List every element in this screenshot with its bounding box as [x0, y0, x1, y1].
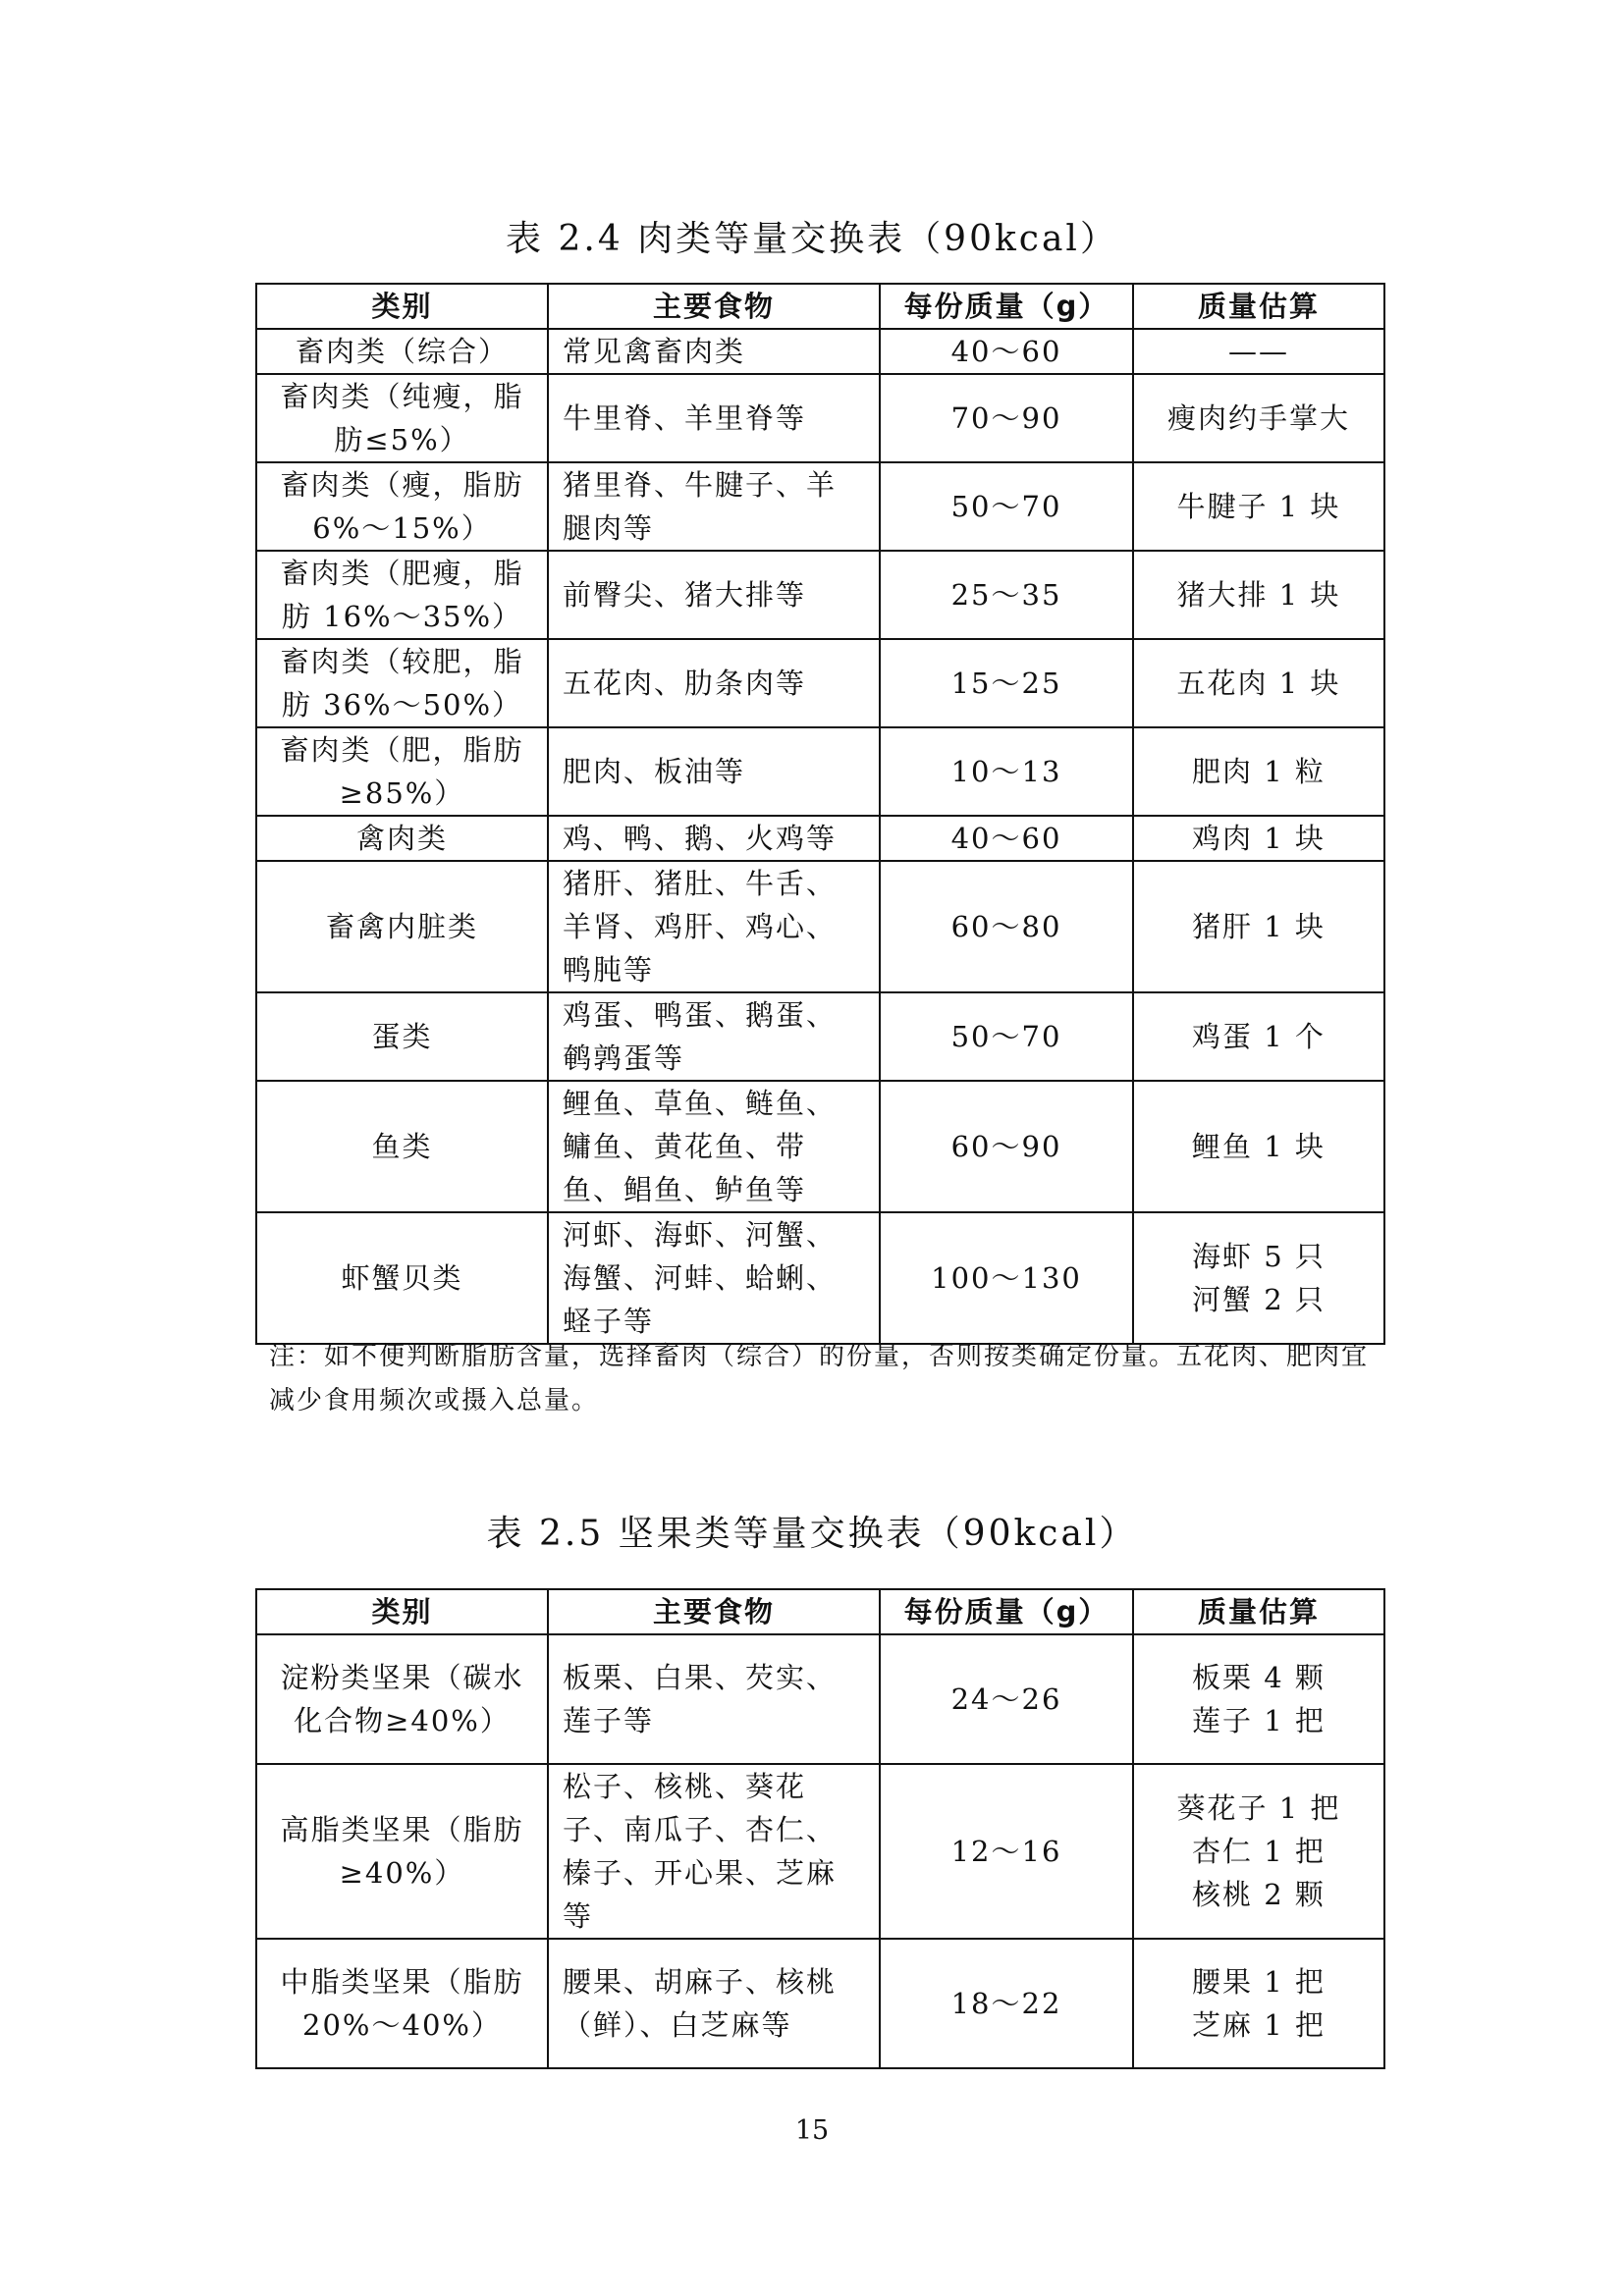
- category-cell: 虾蟹贝类: [256, 1212, 548, 1344]
- table-header-row: [256, 1589, 1384, 1634]
- foods-cell: 肥肉、板油等: [548, 727, 880, 816]
- portion-weight-cell: 40～60: [880, 329, 1133, 374]
- table-row: [256, 374, 1384, 462]
- estimate-cell: 鲤鱼 1 块: [1133, 1081, 1384, 1212]
- foods-cell: 松子、核桃、葵花子、南瓜子、杏仁、榛子、开心果、芝麻等: [548, 1764, 880, 1939]
- table-row: [256, 1939, 1384, 2068]
- estimate-cell: 猪肝 1 块: [1133, 861, 1384, 992]
- foods-cell: 常见禽畜肉类: [548, 329, 880, 374]
- table-row: [256, 1634, 1384, 1764]
- portion-weight-cell: 70～90: [880, 374, 1133, 462]
- foods-cell: 鲤鱼、草鱼、鲢鱼、鳙鱼、黄花鱼、带鱼、鲳鱼、鲈鱼等: [548, 1081, 880, 1212]
- category-cell: 畜肉类（肥瘦，脂肪 16%～35%）: [256, 551, 548, 639]
- foods-cell: 鸡、鸭、鹅、火鸡等: [548, 816, 880, 861]
- column-header: 质量估算: [1133, 1589, 1384, 1634]
- table-2-5-caption: 表 2.5 坚果类等量交换表（90kcal）: [486, 1514, 1138, 1554]
- table-row: [256, 462, 1384, 551]
- nut-exchange-table: [255, 1588, 1385, 2069]
- column-header: 质量估算: [1133, 284, 1384, 329]
- portion-weight-cell: 10～13: [880, 727, 1133, 816]
- table-row: [256, 992, 1384, 1081]
- estimate-cell: 瘦肉约手掌大: [1133, 374, 1384, 462]
- category-cell: 蛋类: [256, 992, 548, 1081]
- foods-cell: 猪肝、猪肚、牛舌、羊肾、鸡肝、鸡心、鸭肫等: [548, 861, 880, 992]
- category-cell: 畜肉类（肥，脂肪≥85%）: [256, 727, 548, 816]
- foods-cell: 腰果、胡麻子、核桃（鲜）、白芝麻等: [548, 1939, 880, 2068]
- table-row: [256, 861, 1384, 992]
- estimate-cell: 五花肉 1 块: [1133, 639, 1384, 727]
- foods-cell: 猪里脊、牛腱子、羊腿肉等: [548, 462, 880, 551]
- portion-weight-cell: 100～130: [880, 1212, 1133, 1344]
- estimate-cell: ——: [1133, 329, 1384, 374]
- estimate-cell: 肥肉 1 粒: [1133, 727, 1384, 816]
- column-header: 主要食物: [548, 1589, 880, 1634]
- portion-weight-cell: 60～80: [880, 861, 1133, 992]
- table-row: [256, 727, 1384, 816]
- table-row: [256, 329, 1384, 374]
- estimate-cell: 猪大排 1 块: [1133, 551, 1384, 639]
- foods-cell: 河虾、海虾、河蟹、海蟹、河蚌、蛤蜊、蛏子等: [548, 1212, 880, 1344]
- category-cell: 畜肉类（纯瘦，脂肪≤5%）: [256, 374, 548, 462]
- meat-exchange-table: [255, 283, 1385, 1345]
- portion-weight-cell: 24～26: [880, 1634, 1133, 1764]
- estimate-cell: 板栗 4 颗 莲子 1 把: [1133, 1634, 1384, 1764]
- estimate-cell: 鸡肉 1 块: [1133, 816, 1384, 861]
- portion-weight-cell: 40～60: [880, 816, 1133, 861]
- category-cell: 畜肉类（瘦，脂肪 6%～15%）: [256, 462, 548, 551]
- estimate-cell: 葵花子 1 把 杏仁 1 把 核桃 2 颗: [1133, 1764, 1384, 1939]
- portion-weight-cell: 15～25: [880, 639, 1133, 727]
- portion-weight-cell: 18～22: [880, 1939, 1133, 2068]
- category-cell: 畜肉类（综合）: [256, 329, 548, 374]
- column-header: 类别: [256, 1589, 548, 1634]
- table-row: [256, 639, 1384, 727]
- table-row: [256, 816, 1384, 861]
- portion-weight-cell: 50～70: [880, 462, 1133, 551]
- foods-cell: 牛里脊、羊里脊等: [548, 374, 880, 462]
- column-header: 每份质量（g）: [880, 1589, 1133, 1634]
- estimate-cell: 牛腱子 1 块: [1133, 462, 1384, 551]
- table-row: [256, 1764, 1384, 1939]
- estimate-cell: 鸡蛋 1 个: [1133, 992, 1384, 1081]
- table-row: [256, 1212, 1384, 1344]
- page-number: 15: [794, 2115, 830, 2146]
- table-2-4-caption: 表 2.4 肉类等量交换表（90kcal）: [506, 219, 1118, 259]
- portion-weight-cell: 60～90: [880, 1081, 1133, 1212]
- table-row: [256, 1081, 1384, 1212]
- estimate-cell: 海虾 5 只 河蟹 2 只: [1133, 1212, 1384, 1344]
- column-header: 类别: [256, 284, 548, 329]
- category-cell: 畜禽内脏类: [256, 861, 548, 992]
- portion-weight-cell: 25～35: [880, 551, 1133, 639]
- category-cell: 畜肉类（较肥，脂肪 36%～50%）: [256, 639, 548, 727]
- estimate-cell: 腰果 1 把 芝麻 1 把: [1133, 1939, 1384, 2068]
- category-cell: 中脂类坚果（脂肪 20%～40%）: [256, 1939, 548, 2068]
- category-cell: 高脂类坚果（脂肪≥40%）: [256, 1764, 548, 1939]
- category-cell: 淀粉类坚果（碳水化合物≥40%）: [256, 1634, 548, 1764]
- portion-weight-cell: 12～16: [880, 1764, 1133, 1939]
- category-cell: 禽肉类: [256, 816, 548, 861]
- category-cell: 鱼类: [256, 1081, 548, 1212]
- foods-cell: 五花肉、肋条肉等: [548, 639, 880, 727]
- foods-cell: 前臀尖、猪大排等: [548, 551, 880, 639]
- foods-cell: 鸡蛋、鸭蛋、鹅蛋、鹌鹑蛋等: [548, 992, 880, 1081]
- portion-weight-cell: 50～70: [880, 992, 1133, 1081]
- table-row: [256, 551, 1384, 639]
- table-header-row: [256, 284, 1384, 329]
- column-header: 每份质量（g）: [880, 284, 1133, 329]
- foods-cell: 板栗、白果、芡实、莲子等: [548, 1634, 880, 1764]
- column-header: 主要食物: [548, 284, 880, 329]
- table-note: 注：如不便判断脂肪含量，选择畜肉（综合）的份量，否则按类确定份量。五花肉、肥肉宜减少食用频次或摄入总量。: [269, 1342, 1370, 1415]
